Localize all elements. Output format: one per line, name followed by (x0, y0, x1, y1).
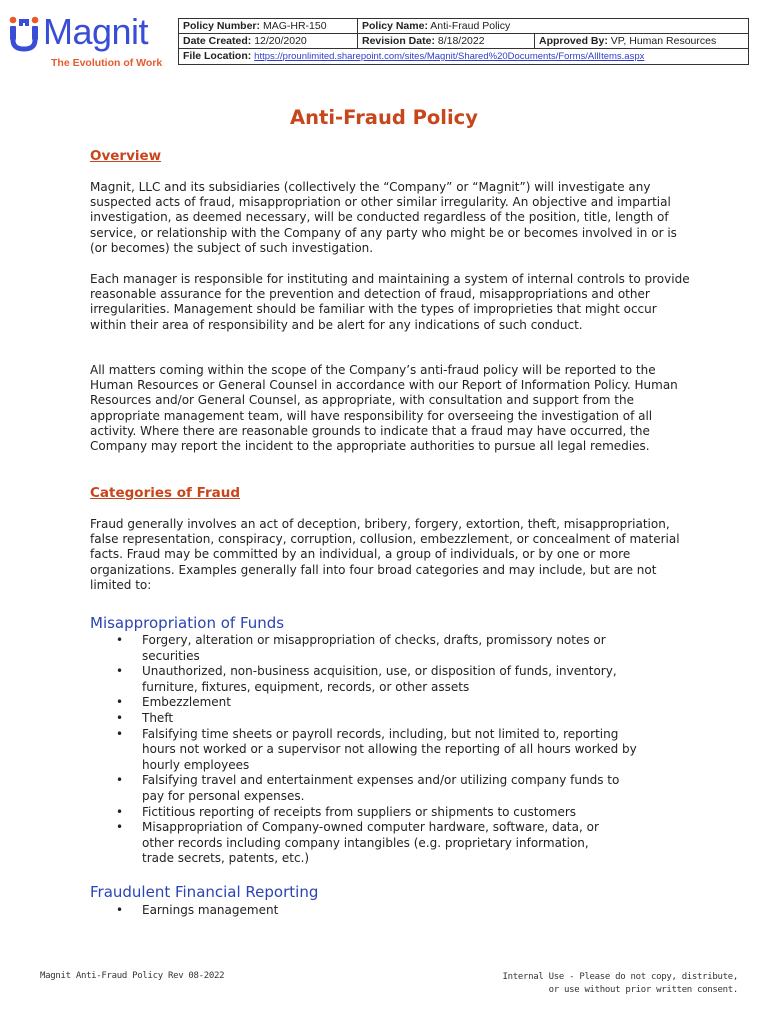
document-title: Anti-Fraud Policy (290, 106, 478, 129)
list-item (90, 711, 690, 727)
list-item (90, 727, 690, 774)
list-item-line: Falsifying time sheets or payroll records, including, but not limited to, reporting (142, 726, 619, 741)
overview-heading: Overview (90, 148, 162, 164)
list-item-line: Embezzlement (142, 695, 231, 710)
file-location-link[interactable]: https://prounlimited.sharepoint.com/sites/Magnit/Shared%20Documents/Forms/AllItems.aspx (254, 51, 645, 62)
magnit-logo (9, 13, 169, 73)
list-item-line: hourly employees (142, 757, 250, 772)
bullet-icon: • (116, 903, 124, 917)
revision-date-label: Revision Date: (362, 35, 435, 47)
approved-by-value: VP, Human Resources (610, 35, 717, 47)
logo-text: Magnit (43, 11, 149, 52)
bullet-icon: • (116, 633, 124, 647)
policy-name-cell (358, 19, 749, 34)
list-item-line: hours not worked or a supervisor not allowing the reporting of all hours worked by (142, 742, 637, 757)
bullet-icon: • (116, 820, 124, 835)
list-item-line: Theft (142, 710, 174, 725)
footer-notice-line-2: or use without prior written consent. (548, 984, 738, 995)
policy-number-cell (179, 19, 358, 34)
list-item-line: Misappropriation of Company-owned computer hardware, software, data, or (142, 820, 599, 835)
revision-date-cell (358, 34, 535, 49)
list-item (90, 695, 690, 711)
list-item-line: pay for personal expenses. (142, 788, 305, 803)
list-item-line: furniture, fixtures, equipment, records, or other assets (142, 679, 470, 694)
overview-paragraph-3: All matters coming within the scope of the Company’s anti-fraud policy will be reported to the Human Resources or General Counsel in accordance with our Report of Information Policy. Human Resources and/or General Counsel, as appropriate, with consultation and support from the appropriate management team, will have responsibility for overseeing the investigation of all activity. Where there are reasonable grounds to indicate that a fraud may have occurred, the Company may report the incident to the appropriate authorities to pursue all legal remedies. (90, 363, 678, 454)
list-item-line: Earnings management (142, 903, 279, 917)
financial-reporting-heading: Fraudulent Financial Reporting (90, 883, 319, 901)
revision-date-value: 8/18/2022 (437, 35, 485, 47)
list-item-line: Fictitious reporting of receipts from suppliers or shipments to customers (142, 804, 577, 819)
list-item-line: Falsifying travel and entertainment expenses and/or utilizing company funds to (142, 773, 620, 788)
list-item (90, 820, 690, 867)
footer-document-revision: Magnit Anti-Fraud Policy Rev 08-2022 (40, 971, 225, 981)
metadata-row (179, 19, 749, 34)
policy-number-label: Policy Number: (183, 20, 261, 32)
bullet-icon: • (116, 804, 124, 819)
approved-by-label: Approved By: (539, 35, 608, 47)
logo-tagline: The Evolution of Work (51, 57, 163, 69)
policy-name-label: Policy Name: (362, 20, 428, 32)
date-created-value: 12/20/2020 (254, 35, 307, 47)
file-location-label: File Location: (183, 50, 252, 62)
bullet-icon: • (116, 773, 124, 788)
overview-paragraph-1: Magnit, LLC and its subsidiaries (collectively the “Company” or “Magnit”) will investigate any suspected acts of fraud, misappropriation or other similar irregularity. An objective and impartial investigation, as deemed necessary, will be conducted regardless of the position, title, length of service, or relationship with the Company of any party who might be or becomes involved in or is (or becomes) the subject of such investigation. (90, 180, 677, 255)
policy-number-value: MAG-HR-150 (262, 20, 327, 32)
list-item (90, 664, 690, 695)
list-item (90, 903, 690, 919)
footer-confidentiality-notice (503, 971, 738, 996)
list-item (90, 773, 690, 804)
misappropriation-heading: Misappropriation of Funds (90, 614, 285, 632)
overview-paragraph-2: Each manager is responsible for instituting and maintaining a system of internal controls to provide reasonable assurance for the prevention and detection of fraud, misappropriations and other irregularities. Management should be familiar with the types of improprieties that might occur within their area of responsibility and be alert for any indications of such conduct. (90, 272, 690, 332)
bullet-icon: • (116, 726, 124, 741)
misappropriation-list (90, 633, 690, 867)
categories-heading: Categories of Fraud (90, 485, 240, 501)
bullet-icon: • (116, 695, 124, 710)
approved-by-cell (535, 34, 749, 49)
metadata-row (179, 34, 749, 49)
policy-metadata-table (178, 18, 749, 65)
list-item-line: Unauthorized, non-business acquisition, use, or disposition of funds, inventory, (142, 664, 617, 679)
list-item-line: Forgery, alteration or misappropriation of checks, drafts, promissory notes or (142, 633, 606, 647)
footer-notice-line-1: Internal Use - Please do not copy, distribute, (502, 972, 738, 982)
list-item (90, 805, 690, 821)
list-item-line: securities (142, 648, 200, 663)
financial-reporting-list (90, 903, 690, 919)
file-location-cell (179, 49, 749, 65)
date-created-cell (179, 34, 358, 49)
magnit-logo-icon (9, 16, 39, 52)
list-item-line: other records including company intangibles (e.g. proprietary information, (142, 835, 589, 850)
metadata-row (179, 49, 749, 65)
date-created-label: Date Created: (183, 35, 252, 47)
policy-name-value: Anti-Fraud Policy (430, 20, 511, 32)
bullet-icon: • (116, 710, 124, 725)
bullet-icon: • (116, 664, 124, 679)
list-item (90, 633, 690, 664)
list-item-line: trade secrets, patents, etc.) (142, 851, 310, 866)
categories-intro-paragraph: Fraud generally involves an act of deception, bribery, forgery, extortion, theft, misappropriation, false representation, conspiracy, corruption, collusion, embezzlement, or concealment of material facts. Fraud may be committed by an individual, a group of individuals, or by one or more organizations. Examples generally fall into four broad categories and may include, but are not limited to: (90, 517, 680, 592)
